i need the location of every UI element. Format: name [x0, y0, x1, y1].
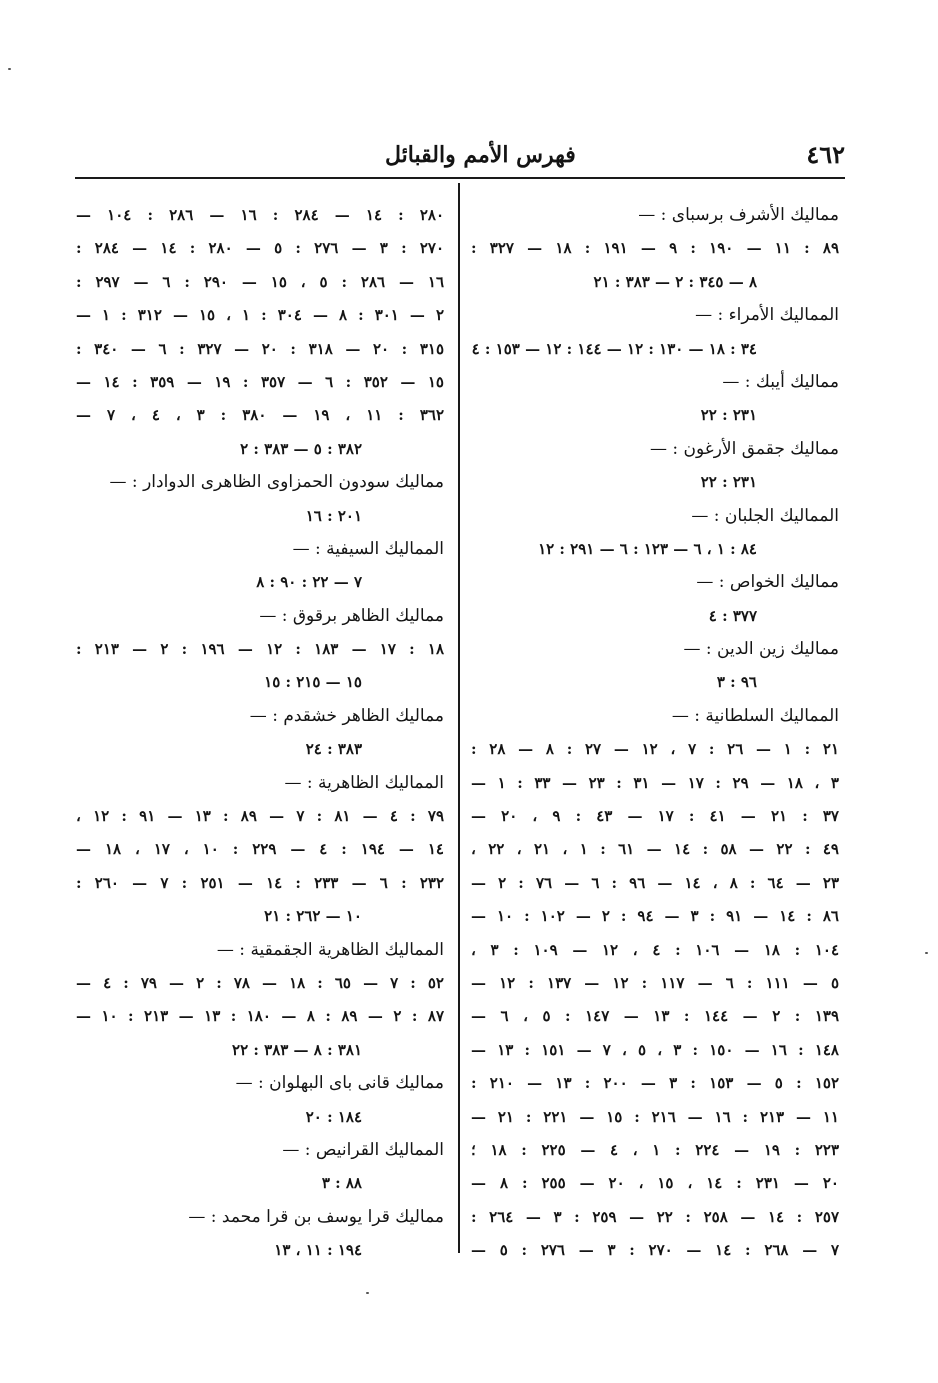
scan-speck	[8, 68, 11, 70]
page-references: ٢٣١ : ٢٢	[700, 473, 757, 492]
page-references: ٨٤ : ١ ، ٦ — ١٢٣ : ٦ — ٢٩١ : ١٢	[538, 539, 757, 558]
page-references: ١١ — ٢١٣ : ١٦ — ٢١٦ : ١٥ — ٢٢١ : ٢١ —	[471, 1107, 839, 1126]
page-header	[75, 138, 845, 172]
page-references: ٨٦ : ١٤ — ٩١ : ٣ — ٩٤ : ٢ — ١٠٢ : ١٠ —	[471, 907, 839, 926]
page-references: ٩٦ : ٣	[716, 673, 757, 692]
index-heading: مماليك قرا يوسف بن قرا محمد : —	[188, 1206, 444, 1227]
index-heading: المماليك السلطانية : —	[671, 705, 839, 726]
index-heading: مماليك زين الدين : —	[683, 639, 839, 660]
index-heading: مماليك الظاهر خشقدم : —	[249, 705, 444, 726]
page-references: ٨ — ٣٤٥ : ٢ — ٣٨٣ : ٢١	[593, 272, 757, 291]
running-title: فهرس الأمم والقبائل	[385, 142, 576, 168]
page-references: ٢٨٠ : ١٤ — ٢٨٤ : ١٦ — ٢٨٦ : ١٠٤ —	[76, 206, 444, 224]
scan-speck	[366, 1292, 369, 1294]
page-references: ٥٢ : ٧ — ٦٥ : ١٨ — ٧٨ : ٢ — ٧٩ : ٤ —	[76, 973, 444, 992]
index-heading: مماليك الظاهر برقوق : —	[259, 605, 444, 626]
page-references: ٢٣١ : ٢٢	[700, 406, 757, 425]
page-references: ٢٠١ : ١٦	[305, 506, 362, 525]
page-references: ٢٣٢ : ٦ — ٢٣٣ : ١٤ — ٢٥١ : ٧ — ٢٦٠ :	[76, 873, 444, 892]
column-divider	[458, 183, 460, 1253]
page-references: ٣١٥ : ٢٠ — ٣١٨ : ٢٠ — ٣٢٧ : ٦ — ٣٤٠ :	[76, 339, 444, 358]
page-references: ١٠٤ : ١٨ — ١٠٦ : ٤ ، ١٢ — ١٠٩ : ٣ ،	[471, 940, 839, 959]
page-references: ٣٨١ : ٨ — ٣٨٣ : ٢٢	[232, 1040, 362, 1059]
page-references: ٣٨٣ : ٢٤	[305, 740, 362, 759]
page-references: ١٠ — ٢٦٢ : ٢١	[264, 907, 362, 926]
index-heading: مماليك الخواص : —	[696, 572, 839, 593]
page-references: ١٨ : ١٧ — ١٨٣ : ١٢ — ١٩٦ : ٢ — ٢١٣ :	[76, 640, 444, 659]
index-heading: مماليك قانى باى البهلوان : —	[235, 1073, 444, 1094]
page-references: ٨٧ : ٢ — ٨٩ : ٨ — ١٨٠ : ١٣ — ٢١٣ : ١٠ —	[76, 1007, 444, 1026]
page-number: ٤٦٢	[806, 140, 845, 169]
page-references: ٢٠ — ٢٣١ : ١٤ ، ١٥ ، ٢٠ — ٢٥٥ : ٨ —	[471, 1174, 839, 1193]
page-references: ٧ — ٢٦٨ : ١٤ — ٢٧٠ : ٣ — ٢٧٦ : ٥ —	[471, 1241, 839, 1260]
right-column	[471, 199, 839, 1268]
index-heading: مماليك سودون الحمزاوى الظاهرى الدوادار : —	[109, 472, 444, 493]
scan-speck	[925, 952, 928, 954]
index-heading: مماليك أيبك : —	[722, 371, 839, 392]
page-references: ٨٨ : ٣	[321, 1174, 362, 1193]
index-heading: المماليك الجلبان : —	[691, 505, 839, 526]
page-references: ١٤ — ١٩٤ : ٤ — ٢٢٩ : ١٠ ، ١٧ ، ١٨ —	[76, 840, 444, 859]
index-heading: المماليك السيفية : —	[292, 538, 444, 559]
index-heading: المماليك الظاهرية الجقمقية : —	[216, 939, 444, 960]
page-references: ٢١ : ١ — ٢٦ : ٧ ، ١٢ — ٢٧ : ٨ — ٢٨ :	[471, 740, 839, 759]
page-references: ٢٣ — ٦٤ : ٨ ، ١٤ — ٩٦ : ٦ — ٧٦ : ٢ —	[471, 873, 839, 892]
page-references: ١٥ — ٣٥٢ : ٦ — ٣٥٧ : ١٩ — ٣٥٩ : ١٤ —	[76, 372, 444, 391]
page-references: ٣٨٢ : ٥ — ٣٨٣ : ٢	[240, 439, 362, 458]
header-rule	[75, 177, 845, 179]
page-references: ١٨٤ : ٢٠	[305, 1107, 362, 1126]
page-references: ٧٩ : ٤ — ٨١ : ٧ — ٨٩ : ١٣ — ٩١ : ١٢ ،	[76, 807, 444, 826]
index-heading: المماليك القرانيص : —	[282, 1139, 444, 1160]
page-references: ٣٤ : ١٨ — ١٣٠ : ١٢ — ١٤٤ : ١٢ — ١٥٣ : ٤	[471, 339, 757, 358]
index-heading: مماليك الأشرف برسباى : —	[638, 205, 839, 225]
page-references: ٢٢٣ : ١٩ — ٢٢٤ : ١ ، ٤ — ٢٢٥ : ١٨ ؛	[471, 1140, 839, 1159]
page-references: ٧ — ٢٢ : ٩٠ : ٨	[256, 573, 362, 592]
left-column	[76, 199, 444, 1268]
page-references: ١٩٤ : ١١ ، ١٣	[274, 1241, 362, 1260]
index-heading: المماليك الظاهرية : —	[284, 772, 444, 793]
page-references: ٥ — ١١١ : ٦ — ١١٧ : ١٢ — ١٣٧ : ١٢ —	[471, 973, 839, 992]
page-references: ٢ — ٣٠١ : ٨ — ٣٠٤ : ١ ، ١٥ — ٣١٢ : ١ —	[76, 306, 444, 325]
page-references: ١٣٩ : ٢ — ١٤٤ : ١٣ — ١٤٧ : ٥ ، ٦ —	[471, 1007, 839, 1026]
page-references: ٤٩ : ٢٢ — ٥٨ : ١٤ — ٦١ : ١ ، ٢١ ، ٢٢ ،	[471, 840, 839, 859]
page-references: ٣ ، ١٨ — ٢٩ : ١٧ — ٣١ : ٢٣ — ٣٣ : ١ —	[471, 773, 839, 792]
page-references: ٨٩ : ١١ — ١٩٠ : ٩ — ١٩١ : ١٨ — ٣٢٧ :	[471, 239, 839, 258]
page-references: ٢٥٧ : ١٤ — ٢٥٨ : ٢٢ — ٢٥٩ : ٣ — ٢٦٤ :	[471, 1207, 839, 1226]
page-references: ١٥ — ٢١٥ : ١٥	[264, 673, 362, 692]
index-heading: المماليك الأمراء : —	[695, 305, 839, 326]
page-references: ٣٧٧ : ٤	[708, 606, 757, 625]
page-references: ١٦ — ٢٨٦ : ٥ ، ١٥ — ٢٩٠ : ٦ — ٢٩٧ :	[76, 272, 444, 291]
page-references: ٢٧٠ : ٣ — ٢٧٦ : ٥ — ٢٨٠ : ١٤ — ٢٨٤ :	[76, 239, 444, 258]
page-references: ٣٦٢ : ١١ ، ١٩ — ٣٨٠ : ٣ ، ٤ ، ٧ —	[76, 406, 444, 425]
index-heading: مماليك جقمق الأرغون : —	[650, 438, 839, 459]
page-references: ١٥٢ : ٥ — ١٥٣ : ٣ — ٢٠٠ : ١٣ — ٢١٠ :	[471, 1074, 839, 1093]
page-references: ٣٧ : ٢١ — ٤١ : ١٧ — ٤٣ : ٩ ، ٢٠ —	[471, 807, 839, 826]
page-references: ١٤٨ : ١٦ — ١٥٠ : ٣ ، ٥ ، ٧ — ١٥١ : ١٣ —	[471, 1040, 839, 1059]
